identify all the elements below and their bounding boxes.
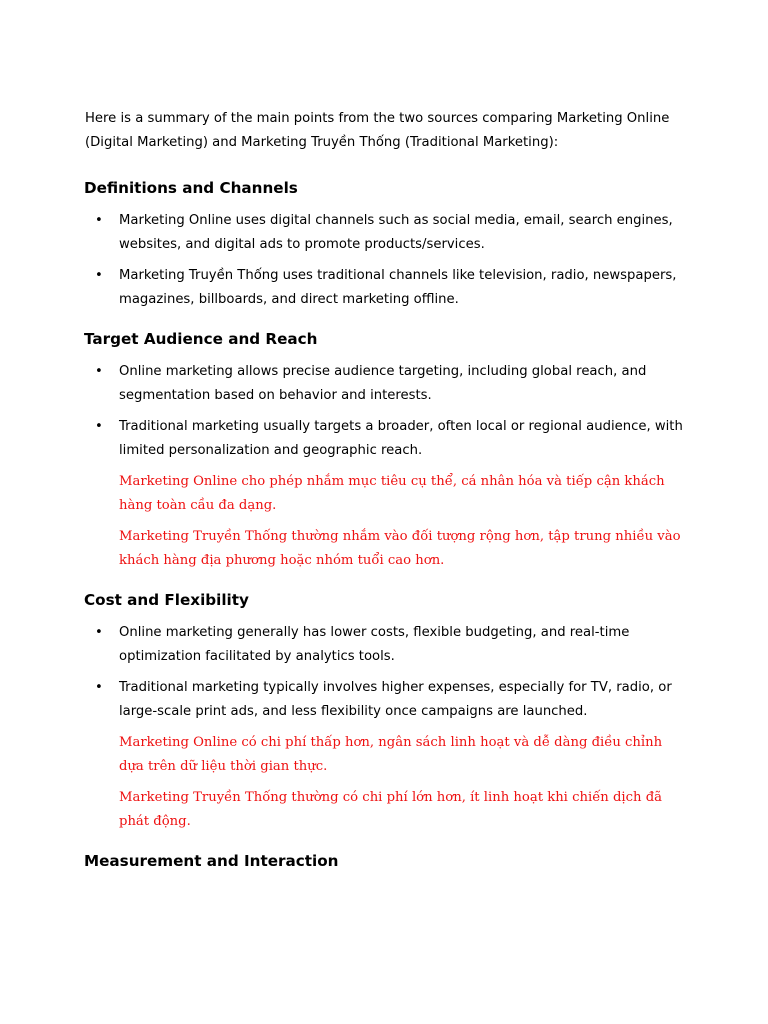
section-heading: Definitions and Channels bbox=[84, 179, 298, 197]
document-page bbox=[85, 107, 690, 888]
bullet-icon: • bbox=[95, 268, 103, 283]
bullet-icon: • bbox=[95, 364, 103, 379]
bullet-text: Marketing Truyền Thống uses traditional channels like television, radio, newspapers, magazines, billboards, and direct marketing offline. bbox=[119, 268, 677, 307]
vietnamese-note: Marketing Online có chi phí thấp hơn, ngân sách linh hoạt và dễ dàng điều chỉnh dựa trên dữ liệu thời gian thực. bbox=[119, 735, 663, 774]
vietnamese-note: Marketing Online cho phép nhắm mục tiêu cụ thể, cá nhân hóa và tiếp cận khách hàng toàn cầu đa dạng. bbox=[119, 474, 665, 513]
vietnamese-note: Marketing Truyền Thống thường có chi phí lớn hơn, ít linh hoạt khi chiến dịch đã phát động. bbox=[119, 790, 663, 829]
section-heading: Target Audience and Reach bbox=[84, 330, 318, 348]
bullet-text: Traditional marketing usually targets a broader, often local or regional audience, with limited personalization and geographic reach. bbox=[119, 419, 683, 458]
bullet-text: Marketing Online uses digital channels such as social media, email, search engines, websites, and digital ads to promote products/services. bbox=[119, 213, 673, 252]
section-heading: Cost and Flexibility bbox=[84, 591, 249, 609]
bullet-list bbox=[85, 209, 690, 312]
bullet-text: Traditional marketing typically involves higher expenses, especially for TV, radio, or large-scale print ads, and less flexibility once campaigns are launched. bbox=[119, 680, 672, 719]
vietnamese-note: Marketing Truyền Thống thường nhắm vào đối tượng rộng hơn, tập trung nhiều vào khách hàng địa phương hoặc nhóm tuổi cao hơn. bbox=[119, 529, 681, 568]
bullet-item bbox=[85, 360, 690, 408]
section-cost-flexibility bbox=[85, 588, 690, 834]
bullet-list bbox=[85, 360, 690, 463]
bullet-text: Online marketing allows precise audience targeting, including global reach, and segmentation based on behavior and interests. bbox=[119, 364, 647, 403]
bullet-icon: • bbox=[95, 680, 103, 695]
section-definitions-channels bbox=[85, 176, 690, 312]
bullet-item bbox=[85, 209, 690, 257]
bullet-list bbox=[85, 621, 690, 724]
intro-paragraph: Here is a summary of the main points from the two sources comparing Marketing Online (Digital Marketing) and Marketing Truyền Thống (Traditional Marketing): bbox=[85, 111, 670, 150]
bullet-item bbox=[85, 676, 690, 724]
section-measurement-interaction bbox=[85, 849, 690, 873]
bullet-item bbox=[85, 621, 690, 669]
bullet-item bbox=[85, 264, 690, 312]
bullet-icon: • bbox=[95, 419, 103, 434]
bullet-text: Online marketing generally has lower costs, flexible budgeting, and real-time optimization facilitated by analytics tools. bbox=[119, 625, 630, 664]
section-target-audience-reach bbox=[85, 327, 690, 573]
section-heading: Measurement and Interaction bbox=[84, 852, 339, 870]
bullet-icon: • bbox=[95, 625, 103, 640]
bullet-item bbox=[85, 415, 690, 463]
bullet-icon: • bbox=[95, 213, 103, 228]
